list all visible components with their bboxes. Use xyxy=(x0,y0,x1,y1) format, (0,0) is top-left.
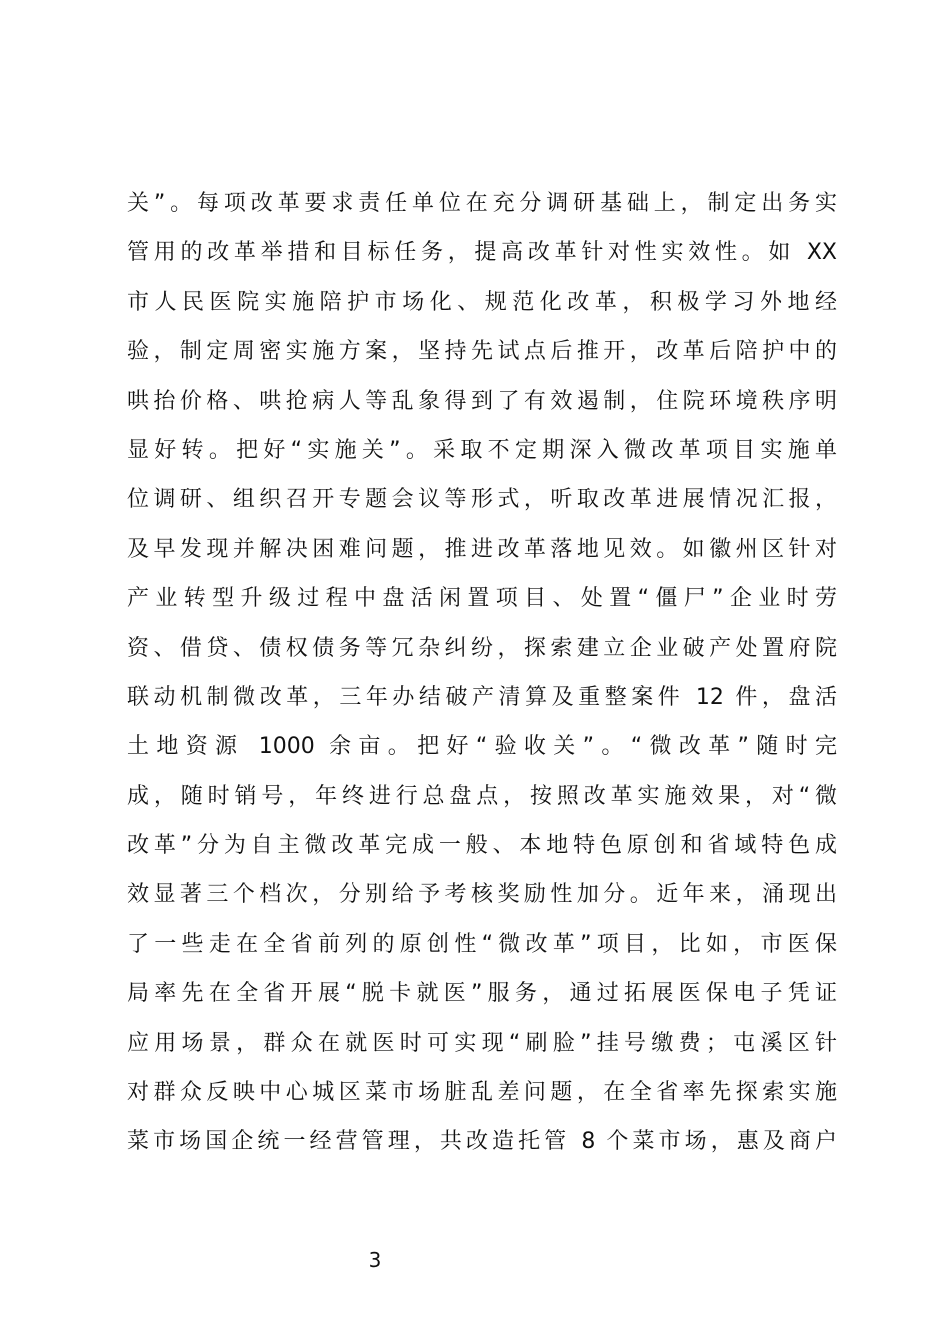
text-line: 对群众反映中心城区菜市场脏乱差问题，在全省率先探索实施 xyxy=(127,1080,837,1106)
text-line: 资、借贷、债权债务等冗杂纠纷，探索建立企业破产处置府院 xyxy=(127,635,837,661)
text-line: 局率先在全省开展“脱卡就医”服务，通过拓展医保电子凭证 xyxy=(127,981,837,1007)
body-text xyxy=(127,179,837,1167)
text-line: 关”。每项改革要求责任单位在充分调研基础上，制定出务实 xyxy=(127,191,837,216)
text-line: 应用场景，群众在就医时可实现“刷脸”挂号缴费；屯溪区针 xyxy=(127,1030,837,1056)
text-line: 土地资源 1000 余亩。把好“验收关”。“微改革”随时完 xyxy=(127,734,837,760)
text-line: 验，制定周密实施方案，坚持先试点后推开，改革后陪护中的 xyxy=(127,339,837,365)
text-line: 哄抬价格、哄抢病人等乱象得到了有效遏制，住院环境秩序明 xyxy=(127,388,837,414)
text-line: 效显著三个档次，分别给予考核奖励性加分。近年来，涌现出 xyxy=(127,882,837,908)
text-line: 联动机制微改革，三年办结破产清算及重整案件 12 件，盘活 xyxy=(127,684,837,710)
text-line: 了一些走在全省前列的原创性“微改革”项目，比如，市医保 xyxy=(127,931,837,957)
text-line: 及早发现并解决困难问题，推进改革落地见效。如徽州区针对 xyxy=(127,536,837,562)
page-number: 3 xyxy=(368,1248,382,1272)
text-line: 显好转。把好“实施关”。采取不定期深入微改革项目实施单 xyxy=(127,437,837,463)
text-line: 管用的改革举措和目标任务，提高改革针对性实效性。如 XX xyxy=(127,240,837,266)
text-line: 产业转型升级过程中盘活闲置项目、处置“僵尸”企业时劳 xyxy=(127,586,837,612)
text-line: 位调研、组织召开专题会议等形式，听取改革进展情况汇报， xyxy=(127,487,837,513)
text-line: 成，随时销号，年终进行总盘点，按照改革实施效果，对“微 xyxy=(127,783,837,809)
text-line: 改革”分为自主微改革完成一般、本地特色原创和省域特色成 xyxy=(127,833,837,859)
text-line: 市人民医院实施陪护市场化、规范化改革，积极学习外地经 xyxy=(127,289,837,315)
text-line: 菜市场国企统一经营管理，共改造托管 8 个菜市场，惠及商户 xyxy=(127,1129,837,1155)
